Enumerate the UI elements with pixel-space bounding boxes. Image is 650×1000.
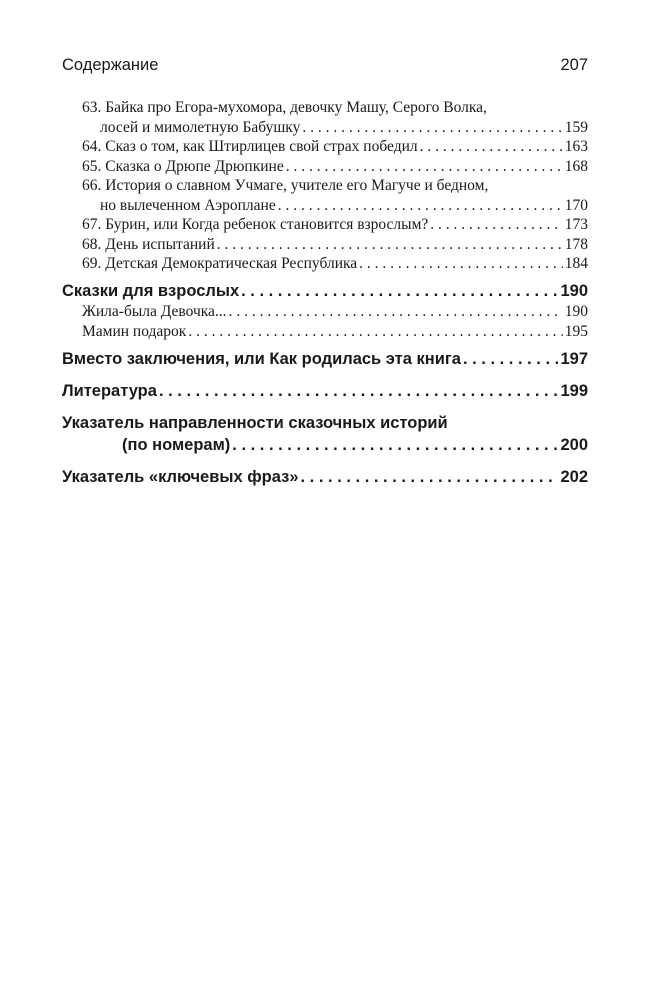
dot-leader	[217, 235, 563, 255]
toc-section-page: 199	[560, 381, 588, 400]
dot-leader	[420, 137, 563, 157]
page-number: 207	[560, 56, 588, 74]
toc-section-line: Указатель направленности сказочных историй	[62, 413, 448, 432]
dot-leader	[159, 380, 559, 402]
toc-section-index-numbers[interactable]	[62, 412, 588, 456]
running-header	[62, 56, 588, 80]
toc-entry-label: Мамин подарок	[82, 322, 187, 340]
dot-leader	[232, 434, 558, 456]
toc-entry-page: 190	[564, 302, 588, 320]
toc-section-key-phrases[interactable]	[62, 466, 588, 488]
toc-entry-66[interactable]	[62, 176, 588, 215]
toc-entry-69[interactable]	[62, 254, 588, 274]
toc-entry-label: 67. Бурин, или Когда ребенок становится взрослым?	[82, 216, 429, 233]
dot-leader	[188, 322, 562, 342]
toc-section-page: 202	[560, 467, 588, 486]
toc-entry-65[interactable]	[62, 157, 588, 177]
toc-entry-63[interactable]	[62, 98, 588, 137]
toc-section-page: 200	[560, 435, 588, 454]
running-title: Содержание	[62, 56, 159, 74]
table-of-contents	[62, 98, 588, 488]
toc-entry-page: 178	[564, 235, 588, 253]
toc-entry-label: 65. Сказка о Дрюпе Дрюпкине	[82, 157, 284, 175]
toc-entry-line: 66. История о славном Учмаге, учителе его Магуче и бедном,	[82, 177, 489, 194]
toc-entry-page: 184	[564, 255, 588, 272]
toc-section-instead[interactable]	[62, 348, 588, 370]
toc-entry-label: 69. Детская Демократическая Республика	[82, 255, 358, 272]
toc-section-label: (по номерам)	[122, 435, 231, 454]
dot-leader	[430, 215, 562, 235]
toc-entry-label: 64. Сказ о том, как Штирлицев свой страх победил	[82, 138, 418, 155]
toc-entry-page: 170	[564, 196, 588, 214]
toc-entry-girl[interactable]	[62, 302, 588, 322]
dot-leader	[229, 302, 563, 322]
dot-leader	[286, 157, 563, 177]
toc-entry-gift[interactable]	[62, 322, 588, 342]
dot-leader	[463, 348, 559, 370]
toc-entry-page: 168	[564, 157, 588, 175]
toc-section-page: 190	[560, 281, 588, 300]
toc-entry-page: 173	[564, 216, 588, 233]
toc-section-adult-tales[interactable]	[62, 280, 588, 302]
toc-section-literature[interactable]	[62, 380, 588, 402]
toc-section-label: Вместо заключения, или Как родилась эта книга	[62, 349, 461, 368]
toc-entry-label: но вылеченном Аэроплане	[100, 196, 276, 214]
toc-entry-line: 63. Байка про Егора-мухомора, девочку Машу, Серого Волка,	[82, 99, 487, 116]
toc-entry-page: 195	[564, 322, 588, 340]
toc-section-page: 197	[560, 349, 588, 368]
dot-leader	[359, 254, 563, 274]
dot-leader	[241, 280, 558, 302]
toc-entry-label: Жила-была Девочка...	[82, 302, 227, 320]
toc-entry-label: 68. День испытаний	[82, 235, 215, 253]
toc-entry-label: лосей и мимолетную Бабушку	[100, 118, 301, 136]
toc-entry-line	[62, 118, 588, 138]
toc-entry-page: 159	[564, 118, 588, 136]
toc-section-label: Литература	[62, 381, 157, 400]
dot-leader	[278, 196, 563, 216]
toc-section-line	[62, 434, 588, 456]
dot-leader	[301, 466, 559, 488]
toc-entry-page: 163	[564, 138, 588, 155]
toc-entry-line	[62, 196, 588, 216]
dot-leader	[302, 118, 562, 138]
toc-entry-67[interactable]	[62, 215, 588, 235]
toc-entry-64[interactable]	[62, 137, 588, 157]
toc-section-label: Сказки для взрослых	[62, 281, 240, 300]
toc-section-label: Указатель «ключевых фраз»	[62, 467, 299, 486]
toc-entry-68[interactable]	[62, 235, 588, 255]
